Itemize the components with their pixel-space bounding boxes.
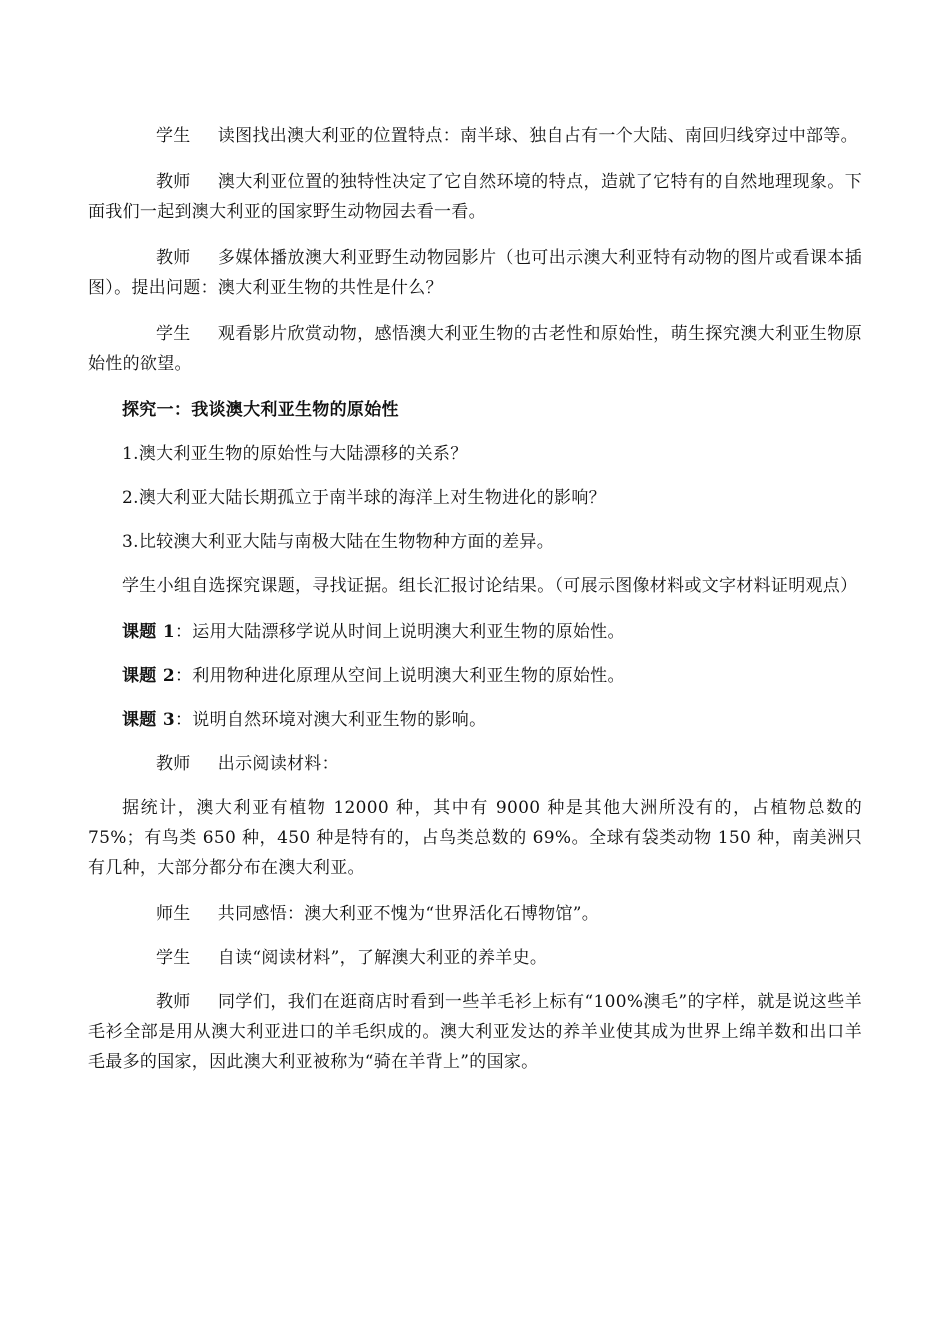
paragraph-teacher-uniqueness (88, 167, 862, 227)
speaker-label: 师生 (156, 904, 191, 924)
paragraph-text: 观看影片欣赏动物，感悟澳大利亚生物的古老性和原始性，萌生探究澳大利亚生物原始性的欲望。 (88, 324, 862, 374)
paragraph-student-reading (88, 943, 862, 973)
paragraph-text: 共同感悟：澳大利亚不愧为“世界活化石博物馆”。 (217, 904, 600, 924)
paragraph-text: 自读“阅读材料”，了解澳大利亚的养羊史。 (217, 948, 548, 968)
topic-colon: ： (174, 710, 193, 730)
speaker-label: 学生 (156, 324, 191, 344)
question-item: 1.澳大利亚生物的原始性与大陆漂移的关系？ (122, 444, 468, 464)
topic-text: 运用大陆漂移学说从时间上说明澳大利亚生物的原始性。 (192, 622, 625, 642)
topic-label: 课题 2 (122, 666, 175, 686)
topic-item (88, 617, 862, 647)
paragraph-text: 多媒体播放澳大利亚野生动物园影片（也可出示澳大利亚特有动物的图片或看课本插图）。提出问题：澳大利亚生物的共性是什么？ (88, 248, 862, 298)
question-item: 2.澳大利亚大陆长期孤立于南半球的海洋上对生物进化的影响？ (122, 488, 606, 508)
paragraph-text: 读图找出澳大利亚的位置特点：南半球、独自占有一个大陆、南回归线穿过中部等。 (217, 126, 858, 146)
paragraph-shared-insight (88, 899, 862, 929)
topic-item (88, 705, 862, 735)
topic-colon: ： (174, 622, 193, 642)
speaker-label: 教师 (156, 172, 191, 192)
section-heading: 探究一：我谈澳大利亚生物的原始性 (122, 400, 399, 420)
speaker-label: 教师 (156, 248, 191, 268)
paragraph-text: 同学们，我们在逛商店时看到一些羊毛衫上标有“100%澳毛”的字样，就是说这些羊毛衫全部是用从澳大利亚进口的羊毛织成的。澳大利亚发达的养羊业使其成为世界上绵羊数和出口羊毛最多的国家，因此澳大利亚被称为“骑在羊背上”的国家。 (88, 992, 862, 1072)
speaker-label: 教师 (156, 754, 191, 774)
paragraph-student-watch (88, 319, 862, 379)
question-item: 3.比较澳大利亚大陆与南极大陆在生物物种方面的差异。 (122, 532, 555, 552)
topic-label: 课题 1 (122, 622, 175, 642)
paragraph-teacher-media (88, 243, 862, 303)
paragraph-group-inquiry: 学生小组自选探究课题，寻找证据。组长汇报讨论结果。（可展示图像材料或文字材料证明观点） (122, 576, 858, 596)
paragraph-student-location (88, 121, 862, 151)
paragraph-reading-intro (88, 749, 862, 779)
topic-text: 说明自然环境对澳大利亚生物的影响。 (192, 710, 487, 730)
paragraph-reading-material: 据统计，澳大利亚有植物 12000 种，其中有 9000 种是其他大洲所没有的，占植物总数的 75%；有鸟类 650 种，450 种是特有的，占鸟类总数的 69%。全球有袋类动物 150 种，南美洲只有几种，大部分都分布在澳大利亚。 (88, 798, 862, 878)
topic-colon: ： (174, 666, 193, 686)
paragraph-text: 澳大利亚位置的独特性决定了它自然环境的特点，造就了它特有的自然地理现象。下面我们一起到澳大利亚的国家野生动物园去看一看。 (88, 172, 862, 222)
paragraph-text: 出示阅读材料： (217, 754, 339, 774)
speaker-label: 学生 (156, 948, 191, 968)
speaker-label: 教师 (156, 992, 191, 1012)
speaker-label: 学生 (156, 126, 191, 146)
topic-label: 课题 3 (122, 710, 175, 730)
topic-text: 利用物种进化原理从空间上说明澳大利亚生物的原始性。 (192, 666, 625, 686)
topic-item (88, 661, 862, 691)
paragraph-teacher-wool (88, 987, 862, 1077)
